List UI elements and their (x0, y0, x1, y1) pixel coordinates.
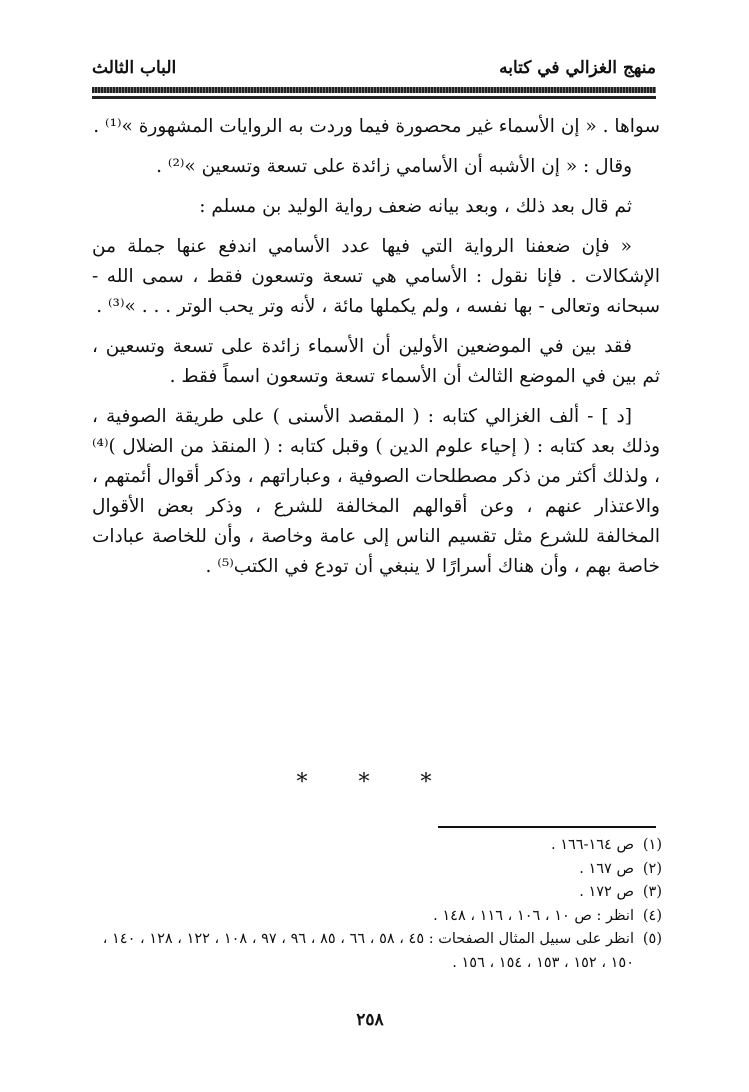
footnote-number: (٤) (642, 907, 662, 924)
footnote (92, 881, 662, 905)
book-title: منهج الغزالي في كتابه (499, 58, 656, 78)
footnote (92, 905, 662, 929)
footnote-text: انظر على سبيل المثال الصفحات : ٤٥ ، ٥٨ ، ٦٦ ، ٨٥ ، ٩٦ ، ٩٧ ، ١٠٨ ، ١٢٢ ، ١٢٨ ، ١٤٠ ، ١٥٠ ، ١٥٢ ، ١٥٣ ، ١٥٤ ، ١٥٦ . (102, 931, 634, 971)
paragraph: سواها . « إن الأسماء غير محصورة فيما وردت به الروايات المشهورة »⁽¹⁾ . (93, 116, 660, 137)
paragraph: ثم قال بعد ذلك ، وبعد بيانه ضعف رواية الوليد بن مسلم : (199, 196, 632, 217)
page-number: ٢٥٨ (356, 1010, 384, 1030)
paragraph: فقد بين في الموضعين الأولين أن الأسماء زائدة على تسعة وتسعين ، ثم بين في الموضع الثالث أن الأسماء تسعة وتسعون اسماً فقط . (92, 336, 660, 387)
footnote-number: (٣) (642, 884, 662, 900)
quote-paragraph: « فإن ضعفنا الرواية التي فيها عدد الأسامي اندفع عنها جملة من الإشكالات . فإنا نقول : الأسامي هي تسعة وتسعون فقط ، سمى الله - سبحانه وتعالى - بها نفسه ، ولم يكملها مائة ، لأنه وتر يحب الوتر . . . »⁽³⁾ . (92, 236, 660, 317)
header-rule-thin (92, 96, 656, 99)
footnote-number: (١) (642, 837, 662, 853)
footnote (92, 858, 662, 882)
footnote-text: ص ١٦٤-١٦٦ . (550, 837, 634, 853)
footnote (92, 928, 662, 975)
section-separator: * * * (296, 770, 454, 795)
chapter-title: الباب الثالث (92, 58, 177, 78)
paragraph: وقال : « إن الأشبه أن الأسامي زائدة على تسعة وتسعين »⁽²⁾ . (156, 156, 632, 177)
footnote-text: ص ١٧٢ . (579, 884, 634, 900)
footnote (92, 834, 662, 858)
footnote-number: (٢) (642, 860, 662, 877)
footnote-rule (438, 826, 656, 828)
footnote-text: ص ١٦٧ . (579, 860, 634, 877)
footnotes (92, 834, 662, 975)
header-rule (92, 87, 656, 93)
main-text (92, 112, 660, 592)
paragraph: [د ] - ألف الغزالي كتابه : ( المقصد الأسنى ) على طريقة الصوفية ، وذلك بعد كتابه : ( إحياء علوم الدين ) وقبل كتابه : ( المنقذ من الضلال )⁽⁴⁾ ، ولذلك أكثر من ذكر مصطلحات الصوفية ، وعباراتهم ، وذكر أقوال أئمتهم ، والاعتذار عنهم ، وعن أقوالهم المخالفة للشرع ، وذكر بعض الأقوال المخالفة للشرع مثل تقسيم الناس إلى عامة وخاصة ، وأن للخاصة عبادات خاصة بهم ، وأن هناك أسرارًا لا ينبغي أن تودع في الكتب⁽⁵⁾ . (92, 406, 660, 577)
footnote-text: انظر : ص ١٠ ، ١٠٦ ، ١١٦ ، ١٤٨ . (433, 907, 634, 924)
footnote-number: (٥) (642, 931, 662, 947)
running-header (92, 58, 656, 84)
